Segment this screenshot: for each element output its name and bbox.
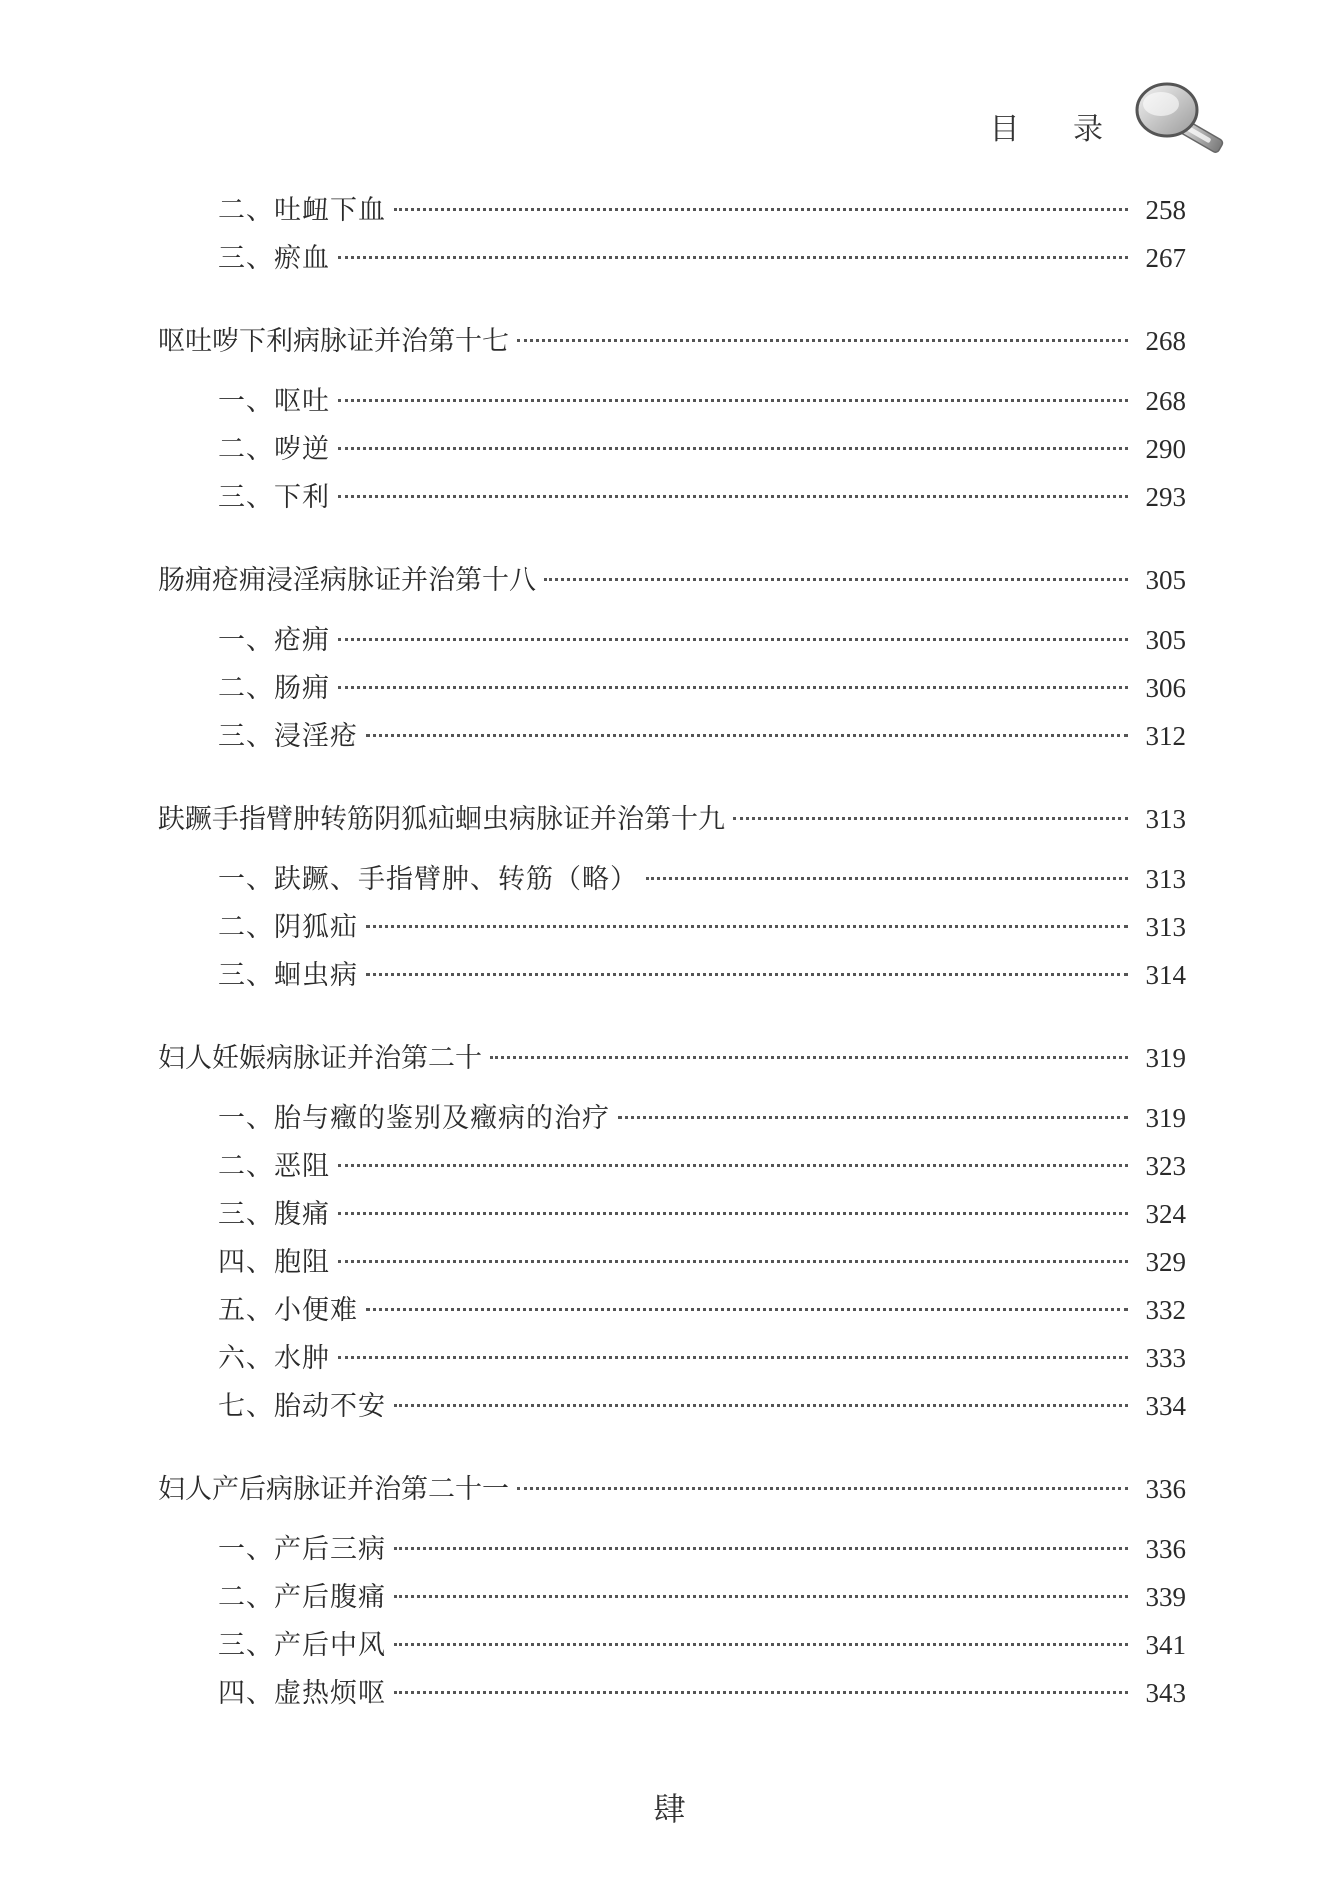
toc-entry[interactable] bbox=[158, 712, 1186, 760]
toc-entry-title: 一、疮痈 bbox=[218, 625, 330, 656]
toc-entry[interactable] bbox=[158, 186, 1186, 234]
toc-entry-title: 二、哕逆 bbox=[218, 434, 330, 465]
toc-entry-page: 343 bbox=[1145, 1678, 1186, 1708]
toc-chapter-title: 趺蹶手指臂肿转筋阴狐疝蛔虫病脉证并治第十九 bbox=[158, 804, 725, 835]
toc-entry-page: 313 bbox=[1145, 912, 1186, 942]
toc-section-21 bbox=[158, 1465, 1186, 1717]
toc-entry-title: 二、产后腹痛 bbox=[218, 1582, 386, 1613]
toc-entry-page: 314 bbox=[1145, 960, 1186, 990]
dot-leader bbox=[338, 1356, 1128, 1359]
toc-section-20 bbox=[158, 1034, 1186, 1430]
toc-entry-title: 三、蛔虫病 bbox=[218, 960, 358, 991]
toc-entry-page: 258 bbox=[1145, 195, 1186, 225]
dot-leader bbox=[394, 1691, 1128, 1694]
page-header bbox=[989, 86, 1229, 166]
toc-entry-page: 267 bbox=[1145, 243, 1186, 273]
toc-entry[interactable] bbox=[158, 377, 1186, 425]
toc-entry[interactable] bbox=[158, 664, 1186, 712]
toc-entry-title: 三、产后中风 bbox=[218, 1630, 386, 1661]
dot-leader bbox=[366, 1308, 1128, 1311]
dot-leader bbox=[394, 1547, 1128, 1550]
toc-entry[interactable] bbox=[158, 1094, 1186, 1142]
toc-entry-title: 一、产后三病 bbox=[218, 1534, 386, 1565]
dot-leader bbox=[338, 1260, 1128, 1263]
toc-entry-page: 268 bbox=[1145, 386, 1186, 416]
toc-chapter[interactable] bbox=[158, 556, 1186, 604]
dot-leader bbox=[394, 1595, 1128, 1598]
toc-entry-title: 四、胞阻 bbox=[218, 1247, 330, 1278]
toc-section-18 bbox=[158, 556, 1186, 760]
toc-entry-page: 324 bbox=[1145, 1199, 1186, 1229]
dot-leader bbox=[517, 339, 1128, 342]
toc-entry[interactable] bbox=[158, 1286, 1186, 1334]
dot-leader bbox=[544, 578, 1128, 581]
toc-chapter[interactable] bbox=[158, 1465, 1186, 1513]
dot-leader bbox=[366, 973, 1128, 976]
dot-leader bbox=[618, 1116, 1128, 1119]
toc-entry[interactable] bbox=[158, 1382, 1186, 1430]
dot-leader bbox=[733, 817, 1128, 820]
dot-leader bbox=[338, 686, 1128, 689]
magnifier-icon bbox=[1129, 76, 1229, 166]
toc-chapter[interactable] bbox=[158, 1034, 1186, 1082]
toc-entry-page: 336 bbox=[1145, 1534, 1186, 1564]
toc-entry[interactable] bbox=[158, 425, 1186, 473]
toc-entry[interactable] bbox=[158, 855, 1186, 903]
dot-leader bbox=[338, 1164, 1128, 1167]
toc-entry-title: 二、肠痈 bbox=[218, 673, 330, 704]
toc-entry-page: 319 bbox=[1145, 1103, 1186, 1133]
toc-entry-title: 三、下利 bbox=[218, 482, 330, 513]
toc-section-16-continued bbox=[158, 186, 1186, 282]
toc-entry-title: 一、胎与癥的鉴别及癥病的治疗 bbox=[218, 1103, 610, 1134]
dot-leader bbox=[646, 877, 1128, 880]
toc-entry[interactable] bbox=[158, 1669, 1186, 1717]
toc-entry-title: 七、胎动不安 bbox=[218, 1391, 386, 1422]
toc-chapter[interactable] bbox=[158, 795, 1186, 843]
toc-entry[interactable] bbox=[158, 1238, 1186, 1286]
toc-chapter-page: 336 bbox=[1145, 1474, 1186, 1504]
toc-entry-title: 二、阴狐疝 bbox=[218, 912, 358, 943]
toc-entry[interactable] bbox=[158, 1190, 1186, 1238]
toc-section-17 bbox=[158, 317, 1186, 521]
toc-entry-page: 305 bbox=[1145, 625, 1186, 655]
toc-entry-title: 三、腹痛 bbox=[218, 1199, 330, 1230]
toc-entry-page: 333 bbox=[1145, 1343, 1186, 1373]
toc-entry[interactable] bbox=[158, 616, 1186, 664]
toc-entry[interactable] bbox=[158, 1525, 1186, 1573]
dot-leader bbox=[366, 925, 1128, 928]
toc-entry-title: 三、浸淫疮 bbox=[218, 721, 358, 752]
dot-leader bbox=[394, 1643, 1128, 1646]
toc-entry-title: 六、水肿 bbox=[218, 1343, 330, 1374]
toc-entry-page: 334 bbox=[1145, 1391, 1186, 1421]
page-number: 肆 bbox=[653, 1790, 686, 1828]
toc-chapter-page: 305 bbox=[1145, 565, 1186, 595]
toc-entry-title: 四、虚热烦呕 bbox=[218, 1678, 386, 1709]
header-title: 目 录 bbox=[989, 112, 1125, 147]
toc-entry-page: 339 bbox=[1145, 1582, 1186, 1612]
toc-entry-title: 五、小便难 bbox=[218, 1295, 358, 1326]
toc-entry-page: 329 bbox=[1145, 1247, 1186, 1277]
toc-entry-page: 306 bbox=[1145, 673, 1186, 703]
toc-entry-page: 341 bbox=[1145, 1630, 1186, 1660]
toc-chapter-title: 肠痈疮痈浸淫病脉证并治第十八 bbox=[158, 565, 536, 596]
toc-entry-page: 290 bbox=[1145, 434, 1186, 464]
dot-leader bbox=[394, 1404, 1128, 1407]
toc-entry[interactable] bbox=[158, 1142, 1186, 1190]
dot-leader bbox=[338, 399, 1128, 402]
toc-entry[interactable] bbox=[158, 1621, 1186, 1669]
toc-entry[interactable] bbox=[158, 473, 1186, 521]
dot-leader bbox=[517, 1487, 1128, 1490]
dot-leader bbox=[490, 1056, 1128, 1059]
toc-chapter-page: 319 bbox=[1145, 1043, 1186, 1073]
toc-entry[interactable] bbox=[158, 1334, 1186, 1382]
dot-leader bbox=[338, 1212, 1128, 1215]
dot-leader bbox=[338, 447, 1128, 450]
toc-entry-page: 332 bbox=[1145, 1295, 1186, 1325]
toc-entry[interactable] bbox=[158, 1573, 1186, 1621]
toc-entry[interactable] bbox=[158, 234, 1186, 282]
toc-chapter-title: 妇人妊娠病脉证并治第二十 bbox=[158, 1043, 482, 1074]
toc-chapter[interactable] bbox=[158, 317, 1186, 365]
toc-chapter-page: 313 bbox=[1145, 804, 1186, 834]
toc-entry-page: 293 bbox=[1145, 482, 1186, 512]
dot-leader bbox=[338, 256, 1128, 259]
toc-section-19 bbox=[158, 795, 1186, 999]
dot-leader bbox=[366, 734, 1128, 737]
dot-leader bbox=[394, 208, 1128, 211]
dot-leader bbox=[338, 638, 1128, 641]
dot-leader bbox=[338, 495, 1128, 498]
toc-entry-title: 一、呕吐 bbox=[218, 386, 330, 417]
table-of-contents bbox=[158, 186, 1186, 1752]
toc-entry-page: 323 bbox=[1145, 1151, 1186, 1181]
toc-entry[interactable] bbox=[158, 951, 1186, 999]
toc-chapter-page: 268 bbox=[1145, 326, 1186, 356]
toc-chapter-title: 呕吐哕下利病脉证并治第十七 bbox=[158, 326, 509, 357]
page-footer bbox=[0, 1784, 1339, 1830]
toc-entry-page: 312 bbox=[1145, 721, 1186, 751]
toc-entry-title: 二、恶阻 bbox=[218, 1151, 330, 1182]
toc-chapter-title: 妇人产后病脉证并治第二十一 bbox=[158, 1474, 509, 1505]
toc-entry[interactable] bbox=[158, 903, 1186, 951]
toc-entry-title: 三、瘀血 bbox=[218, 243, 330, 274]
toc-entry-page: 313 bbox=[1145, 864, 1186, 894]
toc-entry-title: 一、趺蹶、手指臂肿、转筋（略） bbox=[218, 864, 638, 895]
toc-entry-title: 二、吐衄下血 bbox=[218, 195, 386, 226]
